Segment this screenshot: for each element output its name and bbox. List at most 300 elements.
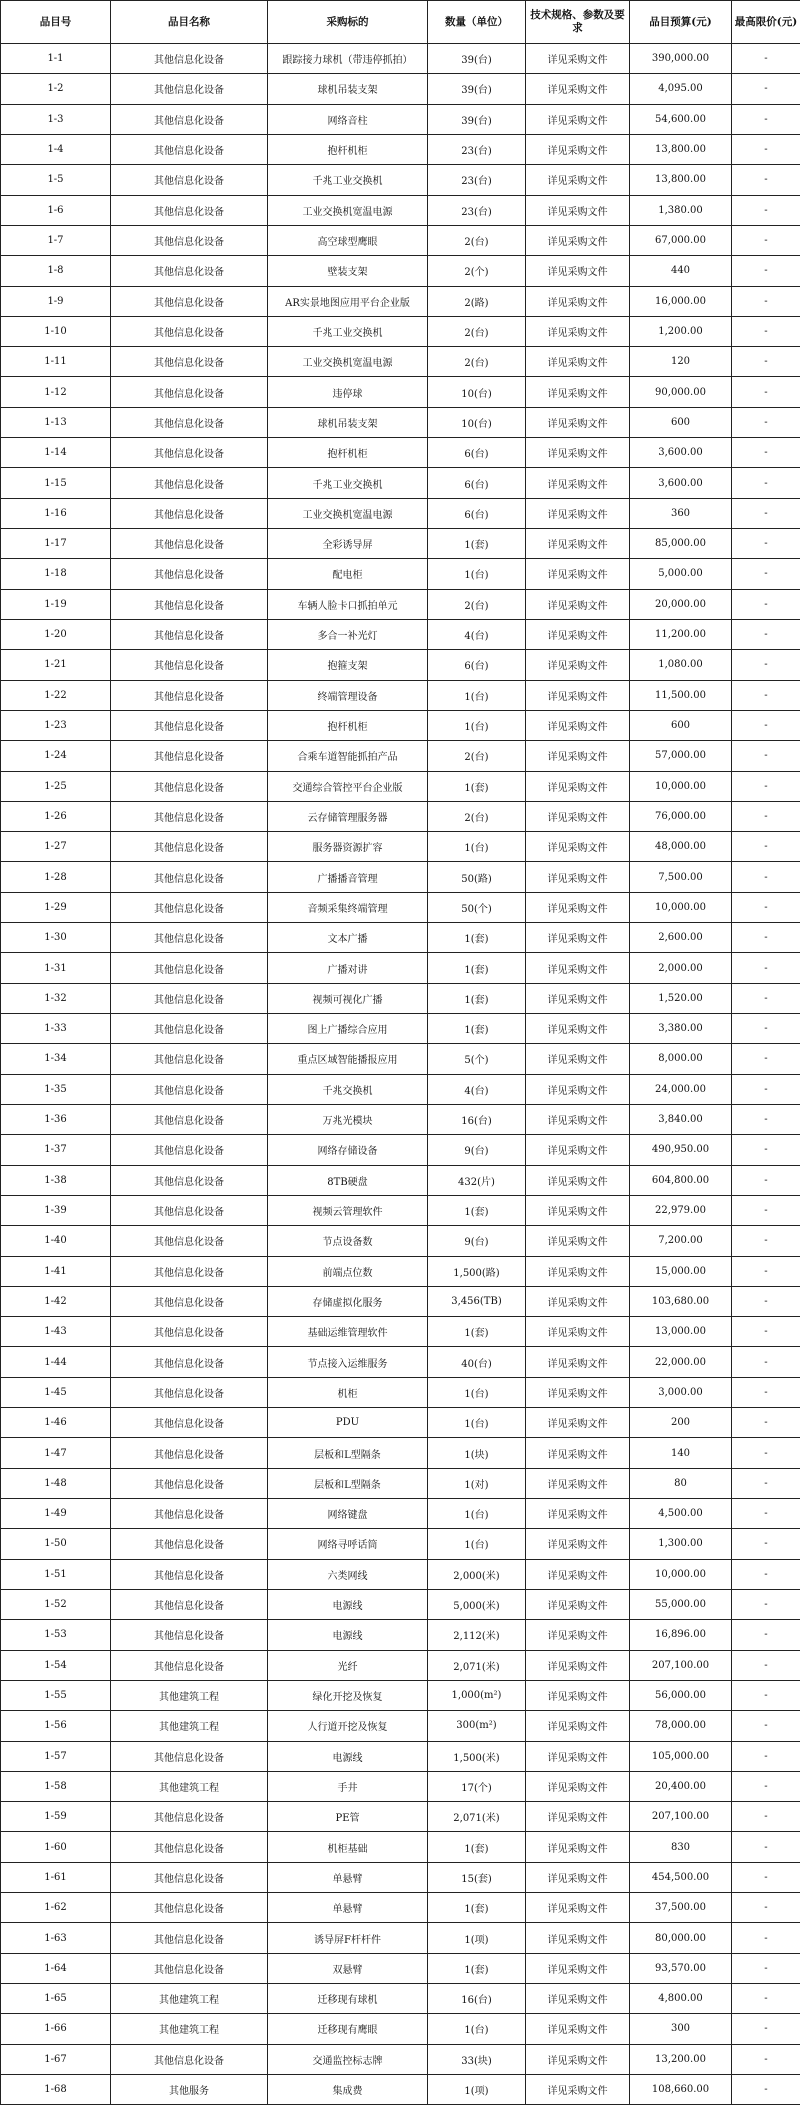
quantity-cell: 432(片) [428,1165,526,1195]
subject-cell: 前端点位数 [268,1256,428,1286]
table-row [1,1832,800,1862]
spec-cell: 详见采购文件 [526,1529,630,1559]
budget-cell: 2,000.00 [630,953,732,983]
table-row [1,286,800,316]
item-number-cell: 1-34 [1,1044,111,1074]
budget-cell: 1,520.00 [630,983,732,1013]
subject-cell: 存储虚拟化服务 [268,1286,428,1316]
quantity-cell: 33(块) [428,2044,526,2074]
budget-cell: 300 [630,2014,732,2044]
table-row [1,650,800,680]
spec-cell: 详见采购文件 [526,741,630,771]
spec-cell: 详见采购文件 [526,1377,630,1407]
max-price-cell: - [732,1832,800,1862]
table-row [1,1104,800,1134]
item-number-cell: 1-45 [1,1377,111,1407]
item-number-cell: 1-30 [1,923,111,953]
item-number-cell: 1-3 [1,104,111,134]
quantity-cell: 3,456(TB) [428,1286,526,1316]
item-number-cell: 1-67 [1,2044,111,2074]
budget-cell: 10,000.00 [630,892,732,922]
table-row [1,741,800,771]
spec-cell: 详见采购文件 [526,1317,630,1347]
budget-cell: 56,000.00 [630,1680,732,1710]
subject-cell: 广播播音管理 [268,862,428,892]
budget-cell: 3,380.00 [630,1014,732,1044]
spec-cell: 详见采购文件 [526,1893,630,1923]
max-price-cell: - [732,680,800,710]
max-price-cell: - [732,1923,800,1953]
item-name-cell: 其他信息化设备 [111,2044,268,2074]
max-price-cell: - [732,1347,800,1377]
spec-cell: 详见采购文件 [526,1711,630,1741]
spec-cell: 详见采购文件 [526,468,630,498]
table-row [1,195,800,225]
subject-cell: 迁移现有球机 [268,1984,428,2014]
subject-cell: 服务器资源扩容 [268,832,428,862]
max-price-cell: - [732,1620,800,1650]
table-row [1,1014,800,1044]
table-row [1,589,800,619]
budget-cell: 78,000.00 [630,1711,732,1741]
item-name-cell: 其他信息化设备 [111,1832,268,1862]
item-number-cell: 1-4 [1,134,111,164]
max-price-cell: - [732,256,800,286]
budget-cell: 93,570.00 [630,1953,732,1983]
quantity-cell: 2,071(米) [428,1802,526,1832]
spec-cell: 详见采购文件 [526,771,630,801]
item-number-cell: 1-29 [1,892,111,922]
budget-cell: 67,000.00 [630,225,732,255]
table-row [1,2044,800,2074]
item-name-cell: 其他信息化设备 [111,1104,268,1134]
item-number-cell: 1-33 [1,1014,111,1044]
spec-cell: 详见采购文件 [526,286,630,316]
quantity-cell: 1(台) [428,710,526,740]
quantity-cell: 1(台) [428,680,526,710]
budget-cell: 11,500.00 [630,680,732,710]
table-row [1,1438,800,1468]
max-price-cell: - [732,619,800,649]
item-number-cell: 1-39 [1,1195,111,1225]
spec-cell: 详见采购文件 [526,1559,630,1589]
subject-cell: 绿化开挖及恢复 [268,1680,428,1710]
subject-cell: 8TB硬盘 [268,1165,428,1195]
item-name-cell: 其他信息化设备 [111,438,268,468]
item-name-cell: 其他信息化设备 [111,892,268,922]
max-price-cell: - [732,589,800,619]
table-row [1,923,800,953]
spec-cell: 详见采购文件 [526,801,630,831]
table-row [1,316,800,346]
budget-cell: 5,000.00 [630,559,732,589]
max-price-cell: - [732,1862,800,1892]
spec-cell: 详见采购文件 [526,1104,630,1134]
quantity-cell: 2(台) [428,741,526,771]
spec-cell: 详见采购文件 [526,1438,630,1468]
table-row [1,256,800,286]
item-name-cell: 其他信息化设备 [111,1074,268,1104]
quantity-cell: 1,500(路) [428,1256,526,1286]
item-number-cell: 1-7 [1,225,111,255]
item-number-cell: 1-22 [1,680,111,710]
max-price-cell: - [732,1559,800,1589]
spec-cell: 详见采购文件 [526,2014,630,2044]
subject-cell: 节点接入运维服务 [268,1347,428,1377]
spec-cell: 详见采购文件 [526,832,630,862]
max-price-cell: - [732,1104,800,1134]
item-name-cell: 其他信息化设备 [111,74,268,104]
subject-cell: 手井 [268,1771,428,1801]
quantity-cell: 6(台) [428,498,526,528]
spec-cell: 详见采购文件 [526,1014,630,1044]
item-name-cell: 其他信息化设备 [111,468,268,498]
table-row [1,1195,800,1225]
table-row [1,2014,800,2044]
quantity-cell: 39(台) [428,44,526,74]
quantity-cell: 16(台) [428,1984,526,2014]
item-name-cell: 其他信息化设备 [111,1499,268,1529]
table-row [1,1650,800,1680]
item-name-cell: 其他信息化设备 [111,134,268,164]
budget-cell: 140 [630,1438,732,1468]
quantity-cell: 1(套) [428,1832,526,1862]
subject-cell: 云存储管理服务器 [268,801,428,831]
subject-cell: 集成费 [268,2074,428,2104]
item-number-cell: 1-64 [1,1953,111,1983]
max-price-cell: - [732,1953,800,1983]
spec-cell: 详见采购文件 [526,1862,630,1892]
table-row [1,377,800,407]
budget-cell: 13,200.00 [630,2044,732,2074]
budget-cell: 16,896.00 [630,1620,732,1650]
spec-cell: 详见采购文件 [526,256,630,286]
quantity-cell: 1(套) [428,1014,526,1044]
spec-cell: 详见采购文件 [526,1074,630,1104]
max-price-cell: - [732,347,800,377]
item-number-cell: 1-6 [1,195,111,225]
budget-cell: 10,000.00 [630,1559,732,1589]
item-number-cell: 1-25 [1,771,111,801]
item-number-cell: 1-37 [1,1135,111,1165]
subject-cell: 交通监控标志牌 [268,2044,428,2074]
table-row [1,134,800,164]
item-number-cell: 1-50 [1,1529,111,1559]
item-number-cell: 1-19 [1,589,111,619]
budget-cell: 103,680.00 [630,1286,732,1316]
subject-cell: 工业交换机宽温电源 [268,498,428,528]
table-row [1,1499,800,1529]
table-row [1,1559,800,1589]
subject-cell: 球机吊装支架 [268,407,428,437]
max-price-cell: - [732,1226,800,1256]
item-number-cell: 1-42 [1,1286,111,1316]
subject-cell: PDU [268,1408,428,1438]
item-name-cell: 其他信息化设备 [111,1559,268,1589]
budget-cell: 207,100.00 [630,1802,732,1832]
item-number-cell: 1-20 [1,619,111,649]
item-name-cell: 其他服务 [111,2074,268,2104]
item-number-cell: 1-31 [1,953,111,983]
subject-cell: 跟踪接力球机（带违停抓拍） [268,44,428,74]
table-row [1,407,800,437]
quantity-cell: 1(套) [428,1195,526,1225]
item-name-cell: 其他信息化设备 [111,862,268,892]
quantity-cell: 40(台) [428,1347,526,1377]
budget-cell: 3,600.00 [630,468,732,498]
quantity-cell: 1(套) [428,771,526,801]
max-price-cell: - [732,316,800,346]
spec-cell: 详见采购文件 [526,1771,630,1801]
item-name-cell: 其他信息化设备 [111,1650,268,1680]
subject-cell: 基础运维管理软件 [268,1317,428,1347]
subject-cell: 车辆人脸卡口抓拍单元 [268,589,428,619]
budget-cell: 7,200.00 [630,1226,732,1256]
max-price-cell: - [732,104,800,134]
spec-cell: 详见采购文件 [526,1165,630,1195]
subject-cell: 文本广播 [268,923,428,953]
max-price-cell: - [732,1650,800,1680]
subject-cell: 节点设备数 [268,1226,428,1256]
table-row [1,438,800,468]
item-number-cell: 1-58 [1,1771,111,1801]
spec-cell: 详见采购文件 [526,134,630,164]
item-name-cell: 其他信息化设备 [111,1044,268,1074]
item-number-cell: 1-53 [1,1620,111,1650]
item-name-cell: 其他信息化设备 [111,1135,268,1165]
budget-cell: 13,800.00 [630,134,732,164]
item-number-cell: 1-24 [1,741,111,771]
quantity-cell: 9(台) [428,1135,526,1165]
item-number-cell: 1-44 [1,1347,111,1377]
spec-cell: 详见采购文件 [526,589,630,619]
item-name-cell: 其他信息化设备 [111,1620,268,1650]
spec-cell: 详见采购文件 [526,2044,630,2074]
spec-cell: 详见采购文件 [526,1953,630,1983]
subject-cell: 单悬臂 [268,1862,428,1892]
table-row [1,559,800,589]
subject-cell: 层板和L型隔条 [268,1438,428,1468]
max-price-cell: - [732,771,800,801]
item-number-cell: 1-28 [1,862,111,892]
quantity-cell: 2(路) [428,286,526,316]
item-number-cell: 1-40 [1,1226,111,1256]
item-number-cell: 1-10 [1,316,111,346]
quantity-cell: 1(套) [428,953,526,983]
quantity-cell: 23(台) [428,195,526,225]
max-price-cell: - [732,1256,800,1286]
budget-cell: 54,600.00 [630,104,732,134]
subject-cell: 终端管理设备 [268,680,428,710]
item-name-cell: 其他信息化设备 [111,923,268,953]
max-price-cell: - [732,2014,800,2044]
header-item-number: 品目号 [1,1,111,44]
item-number-cell: 1-13 [1,407,111,437]
budget-cell: 24,000.00 [630,1074,732,1104]
table-row [1,1347,800,1377]
budget-cell: 55,000.00 [630,1589,732,1619]
spec-cell: 详见采购文件 [526,2074,630,2104]
table-row [1,1408,800,1438]
table-row [1,529,800,559]
subject-cell: 网络存储设备 [268,1135,428,1165]
table-row [1,165,800,195]
max-price-cell: - [732,1711,800,1741]
budget-cell: 4,095.00 [630,74,732,104]
item-number-cell: 1-27 [1,832,111,862]
max-price-cell: - [732,1074,800,1104]
item-name-cell: 其他信息化设备 [111,1195,268,1225]
table-row [1,104,800,134]
subject-cell: 视频可视化广播 [268,983,428,1013]
max-price-cell: - [732,1893,800,1923]
budget-cell: 108,660.00 [630,2074,732,2104]
budget-cell: 1,380.00 [630,195,732,225]
max-price-cell: - [732,1317,800,1347]
max-price-cell: - [732,1438,800,1468]
quantity-cell: 1,000(m²) [428,1680,526,1710]
quantity-cell: 5,000(米) [428,1589,526,1619]
quantity-cell: 1(块) [428,1438,526,1468]
table-header-row [1,1,800,44]
budget-cell: 1,300.00 [630,1529,732,1559]
spec-cell: 详见采购文件 [526,195,630,225]
spec-cell: 详见采购文件 [526,559,630,589]
quantity-cell: 50(路) [428,862,526,892]
item-number-cell: 1-59 [1,1802,111,1832]
quantity-cell: 9(台) [428,1226,526,1256]
item-name-cell: 其他信息化设备 [111,165,268,195]
item-number-cell: 1-2 [1,74,111,104]
quantity-cell: 23(台) [428,134,526,164]
item-name-cell: 其他建筑工程 [111,1984,268,2014]
spec-cell: 详见采购文件 [526,1256,630,1286]
subject-cell: 多合一补光灯 [268,619,428,649]
budget-cell: 85,000.00 [630,529,732,559]
spec-cell: 详见采购文件 [526,377,630,407]
table-row [1,1893,800,1923]
table-row [1,498,800,528]
subject-cell: 抱杆机柜 [268,134,428,164]
max-price-cell: - [732,1014,800,1044]
budget-cell: 3,000.00 [630,1377,732,1407]
budget-cell: 3,840.00 [630,1104,732,1134]
budget-cell: 22,979.00 [630,1195,732,1225]
item-number-cell: 1-54 [1,1650,111,1680]
subject-cell: 单悬臂 [268,1893,428,1923]
max-price-cell: - [732,1589,800,1619]
max-price-cell: - [732,1408,800,1438]
spec-cell: 详见采购文件 [526,1802,630,1832]
subject-cell: 网络音柱 [268,104,428,134]
item-number-cell: 1-23 [1,710,111,740]
quantity-cell: 2,112(米) [428,1620,526,1650]
spec-cell: 详见采购文件 [526,710,630,740]
header-max-price: 最高限价(元) [732,1,800,44]
max-price-cell: - [732,650,800,680]
spec-cell: 详见采购文件 [526,1620,630,1650]
item-number-cell: 1-17 [1,529,111,559]
spec-cell: 详见采购文件 [526,983,630,1013]
quantity-cell: 1(套) [428,529,526,559]
spec-cell: 详见采购文件 [526,347,630,377]
quantity-cell: 1(套) [428,1317,526,1347]
budget-cell: 7,500.00 [630,862,732,892]
item-number-cell: 1-57 [1,1741,111,1771]
subject-cell: 壁装支架 [268,256,428,286]
table-row [1,983,800,1013]
quantity-cell: 39(台) [428,74,526,104]
table-row [1,1923,800,1953]
table-row [1,225,800,255]
spec-cell: 详见采购文件 [526,680,630,710]
subject-cell: 诱导屏F杆杆件 [268,1923,428,1953]
table-row [1,1256,800,1286]
budget-cell: 1,200.00 [630,316,732,346]
item-name-cell: 其他信息化设备 [111,832,268,862]
item-name-cell: 其他信息化设备 [111,1862,268,1892]
table-row [1,74,800,104]
spec-cell: 详见采购文件 [526,1741,630,1771]
table-row [1,2074,800,2104]
quantity-cell: 2(个) [428,256,526,286]
quantity-cell: 1(套) [428,1953,526,1983]
item-name-cell: 其他信息化设备 [111,407,268,437]
budget-cell: 454,500.00 [630,1862,732,1892]
spec-cell: 详见采购文件 [526,1408,630,1438]
item-number-cell: 1-47 [1,1438,111,1468]
budget-cell: 1,080.00 [630,650,732,680]
quantity-cell: 16(台) [428,1104,526,1134]
spec-cell: 详见采购文件 [526,1650,630,1680]
header-quantity: 数量（单位） [428,1,526,44]
item-name-cell: 其他信息化设备 [111,1529,268,1559]
spec-cell: 详见采购文件 [526,1195,630,1225]
budget-cell: 105,000.00 [630,1741,732,1771]
budget-cell: 48,000.00 [630,832,732,862]
max-price-cell: - [732,2044,800,2074]
budget-cell: 120 [630,347,732,377]
subject-cell: 广播对讲 [268,953,428,983]
table-row [1,1802,800,1832]
budget-cell: 57,000.00 [630,741,732,771]
spec-cell: 详见采购文件 [526,1286,630,1316]
max-price-cell: - [732,195,800,225]
item-name-cell: 其他信息化设备 [111,498,268,528]
item-number-cell: 1-55 [1,1680,111,1710]
budget-cell: 440 [630,256,732,286]
spec-cell: 详见采购文件 [526,1135,630,1165]
max-price-cell: - [732,1680,800,1710]
quantity-cell: 23(台) [428,165,526,195]
item-name-cell: 其他信息化设备 [111,104,268,134]
subject-cell: 配电柜 [268,559,428,589]
item-number-cell: 1-12 [1,377,111,407]
budget-cell: 22,000.00 [630,1347,732,1377]
table-row [1,347,800,377]
item-number-cell: 1-62 [1,1893,111,1923]
budget-cell: 390,000.00 [630,44,732,74]
max-price-cell: - [732,1195,800,1225]
item-name-cell: 其他信息化设备 [111,983,268,1013]
max-price-cell: - [732,801,800,831]
subject-cell: 机柜 [268,1377,428,1407]
quantity-cell: 1(台) [428,2014,526,2044]
item-name-cell: 其他信息化设备 [111,1589,268,1619]
max-price-cell: - [732,1286,800,1316]
item-name-cell: 其他建筑工程 [111,1680,268,1710]
spec-cell: 详见采购文件 [526,619,630,649]
